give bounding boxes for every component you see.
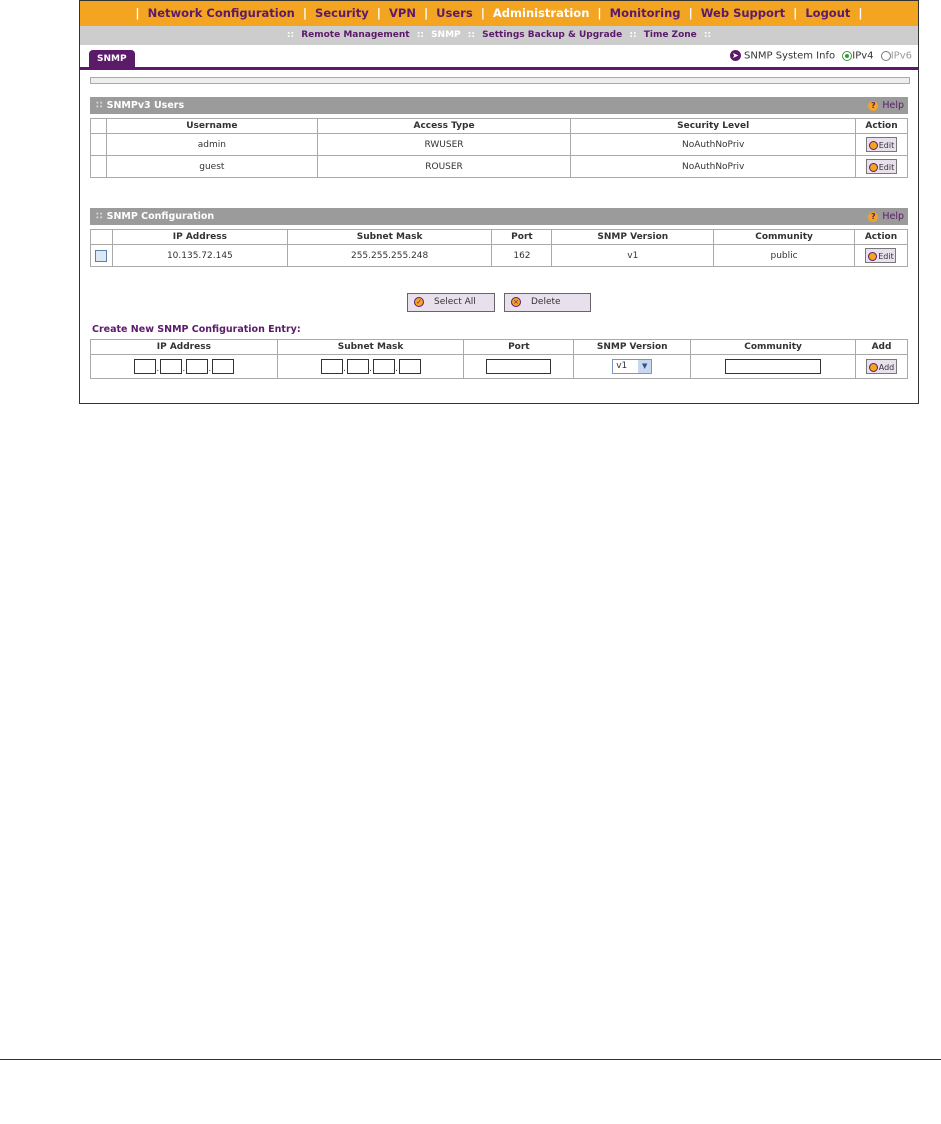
select-all-button[interactable]: ✓ Select All	[407, 293, 495, 312]
create-entry-table	[90, 339, 908, 379]
col-subnet-mask: Subnet Mask	[277, 340, 464, 355]
community-cell: public	[714, 245, 855, 267]
snmp-configuration-header	[90, 208, 908, 225]
ip-octet-2-input[interactable]	[160, 359, 182, 374]
tab-snmp[interactable]: SNMP	[89, 50, 135, 67]
ip-octet-3-input[interactable]	[186, 359, 208, 374]
section-title: SNMPv3 Users	[106, 100, 185, 111]
col-port: Port	[492, 230, 552, 245]
subnav-time-zone[interactable]: Time Zone	[643, 30, 697, 40]
col-action: Action	[856, 119, 908, 134]
col-subnet-mask: Subnet Mask	[287, 230, 492, 245]
subnav-settings-backup-upgrade[interactable]: Settings Backup & Upgrade	[482, 30, 623, 40]
bulk-action-row	[80, 293, 918, 312]
ipv4-radio[interactable]	[842, 51, 852, 61]
section-title: SNMP Configuration	[106, 211, 215, 222]
tab-bar	[80, 45, 918, 70]
edit-icon	[868, 252, 877, 261]
arrow-right-icon: ➤	[730, 50, 741, 61]
mask-octet-4-input[interactable]	[399, 359, 421, 374]
system-info-bar	[730, 50, 912, 62]
col-port: Port	[464, 340, 574, 355]
mask-octet-2-input[interactable]	[347, 359, 369, 374]
username-cell: admin	[106, 134, 317, 156]
subnav-snmp[interactable]: SNMP	[431, 30, 461, 40]
col-security-level: Security Level	[571, 119, 856, 134]
nav-users[interactable]: Users	[436, 6, 473, 20]
nav-monitoring[interactable]: Monitoring	[609, 6, 681, 20]
security-level-cell: NoAuthNoPriv	[571, 156, 856, 178]
ipv6-radio[interactable]	[881, 51, 891, 61]
chevron-down-icon: ▼	[638, 360, 651, 373]
delete-button[interactable]: × Delete	[504, 293, 591, 312]
mask-octet-3-input[interactable]	[373, 359, 395, 374]
ip-octet-1-input[interactable]	[134, 359, 156, 374]
help-icon: ?	[868, 101, 878, 111]
subnet-mask-cell: 255.255.255.248	[287, 245, 492, 267]
security-level-cell: NoAuthNoPriv	[571, 134, 856, 156]
port-input[interactable]	[486, 359, 551, 374]
status-bar	[90, 77, 910, 84]
col-access-type: Access Type	[317, 119, 571, 134]
table-header-row	[91, 230, 908, 245]
add-icon	[869, 363, 878, 372]
table-header-row	[91, 119, 908, 134]
port-cell: 162	[492, 245, 552, 267]
col-ip-address: IP Address	[112, 230, 287, 245]
create-entry-title: Create New SNMP Configuration Entry:	[92, 324, 301, 335]
edit-button[interactable]: Edit	[866, 159, 897, 174]
subnav-remote-management[interactable]: Remote Management	[301, 30, 410, 40]
footer-divider	[0, 1059, 941, 1060]
nav-web-support[interactable]: Web Support	[700, 6, 786, 20]
mask-octet-1-input[interactable]	[321, 359, 343, 374]
checkmark-icon: ✓	[414, 297, 424, 307]
snmp-version-select[interactable]: v1 ▼	[612, 359, 652, 374]
col-add: Add	[856, 340, 908, 355]
ipv6-label: IPv6	[890, 50, 912, 62]
table-row	[91, 245, 908, 267]
nav-security[interactable]: Security	[315, 6, 369, 20]
nav-network-configuration[interactable]: Network Configuration	[147, 6, 295, 20]
delete-icon: ×	[511, 297, 521, 307]
snmpv3-users-header	[90, 97, 908, 114]
ipv4-label: IPv4	[852, 50, 874, 62]
edit-icon	[869, 141, 878, 150]
nav-logout[interactable]: Logout	[805, 6, 851, 20]
snmp-system-info-link[interactable]: SNMP System Info	[744, 50, 836, 62]
grip-icon: ∷	[96, 100, 103, 111]
add-button[interactable]: Add	[866, 359, 897, 374]
ip-octet-4-input[interactable]	[212, 359, 234, 374]
snmp-page-frame	[79, 0, 919, 404]
subnet-mask-input-group: . . .	[277, 355, 464, 379]
snmp-version-cell: v1	[552, 245, 714, 267]
grip-icon: ∷	[96, 211, 103, 222]
sub-nav: :: Remote Management :: SNMP :: Settings Backup & Upgrade :: Time Zone ::	[80, 26, 918, 45]
table-row	[91, 134, 908, 156]
nav-vpn[interactable]: VPN	[388, 6, 416, 20]
col-ip-address: IP Address	[91, 340, 278, 355]
help-link[interactable]: ? Help	[868, 97, 904, 114]
col-username: Username	[106, 119, 317, 134]
create-entry-row	[91, 355, 908, 379]
nav-administration[interactable]: Administration	[492, 6, 590, 20]
main-nav: | Network Configuration | Security | VPN | Users | Administration | Monitoring | Web Support | Logout |	[80, 1, 918, 26]
col-community: Community	[691, 340, 856, 355]
access-type-cell: RWUSER	[317, 134, 571, 156]
table-row	[91, 156, 908, 178]
ip-address-input-group: . . .	[91, 355, 278, 379]
snmp-configuration-table	[90, 229, 908, 267]
table-header-row	[91, 340, 908, 355]
snmpv3-users-table	[90, 118, 908, 178]
community-input[interactable]	[725, 359, 821, 374]
col-action: Action	[854, 230, 907, 245]
row-checkbox[interactable]	[95, 250, 107, 262]
ip-address-cell: 10.135.72.145	[112, 245, 287, 267]
username-cell: guest	[106, 156, 317, 178]
help-icon: ?	[868, 212, 878, 222]
edit-button[interactable]: Edit	[865, 248, 896, 263]
col-snmp-version: SNMP Version	[552, 230, 714, 245]
col-community: Community	[714, 230, 855, 245]
edit-button[interactable]: Edit	[866, 137, 897, 152]
help-link[interactable]: ? Help	[868, 208, 904, 225]
edit-icon	[869, 163, 878, 172]
access-type-cell: ROUSER	[317, 156, 571, 178]
col-snmp-version: SNMP Version	[574, 340, 691, 355]
